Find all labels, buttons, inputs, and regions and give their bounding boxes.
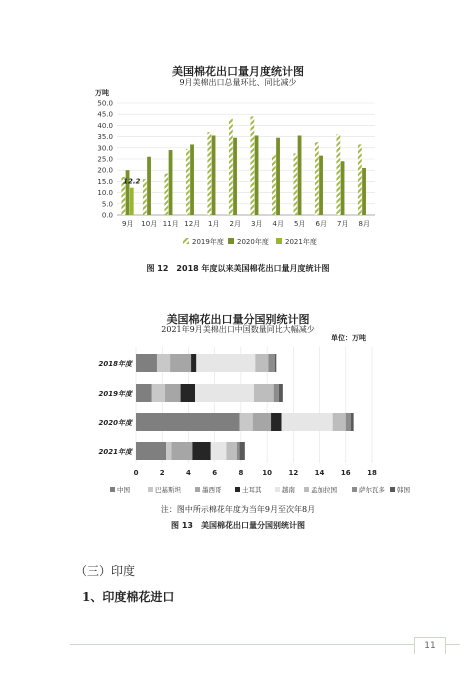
c2-bar-萨尔瓦多 — [237, 442, 240, 460]
chart2-note: 注：图中所示棉花年度为当年9月至次年8月 — [160, 505, 316, 514]
chart1-caption: 图 12 2018 年度以来美国棉花出口量月度统计图 — [146, 264, 330, 273]
c1-xtick-label: 11月 — [162, 220, 179, 228]
c2-bar-巴基斯坦 — [152, 384, 165, 402]
c1-xtick-label: 9月 — [122, 220, 134, 228]
c1-legend-label: 2020年度 — [237, 238, 269, 246]
c2-xtick-label: 10 — [262, 469, 272, 477]
c2-legend-swatch — [352, 487, 357, 492]
c2-bar-墨西哥 — [253, 413, 271, 431]
section-heading: （三）印度 — [75, 564, 136, 578]
c2-bar-巴基斯坦 — [157, 354, 170, 372]
c2-xtick-label: 2 — [159, 469, 165, 477]
c1-ytick-label: 10.0 — [97, 189, 113, 198]
c2-xtick-label: 18 — [367, 469, 377, 477]
c2-bar-韩国 — [351, 413, 354, 431]
c2-legend-swatch — [275, 487, 280, 492]
c1-xtick-label: 10月 — [141, 220, 158, 228]
c2-bar-土耳其 — [191, 354, 196, 372]
c1-legend-label: 2021年度 — [285, 238, 317, 246]
c2-bar-巴基斯坦 — [240, 413, 253, 431]
c1-xtick-label: 2月 — [229, 220, 241, 228]
c1-ytick-label: 45.0 — [97, 110, 113, 119]
c2-bar-土耳其 — [181, 384, 195, 402]
c2-bar-韩国 — [279, 384, 283, 402]
page-number: 11 — [414, 637, 446, 654]
chart1-title: 美国棉花出口量月度统计图 — [172, 65, 304, 78]
c2-xtick-label: 6 — [212, 469, 218, 477]
c2-bar-萨尔瓦多 — [346, 413, 351, 431]
c1-xtick-label: 4月 — [272, 220, 284, 228]
c1-ytick-label: 25.0 — [97, 155, 113, 164]
c2-bar-韩国 — [275, 354, 276, 372]
c2-legend-label: 巴基斯坦 — [155, 486, 181, 494]
c2-bar-萨尔瓦多 — [268, 354, 275, 372]
c1-ytick-label: 35.0 — [97, 133, 113, 142]
c2-bar-墨西哥 — [170, 354, 191, 372]
c2-bar-孟加拉国 — [254, 384, 274, 402]
c2-bar-越南 — [211, 442, 227, 460]
c1-ytick-label: 40.0 — [97, 121, 113, 130]
c1-ytick-label: 30.0 — [97, 144, 113, 153]
c2-xtick-label: 16 — [340, 469, 351, 477]
c1-ytick-label: 5.0 — [101, 200, 113, 209]
chart2-subtitle: 2021年9月美棉出口中国数量同比大幅减少 — [161, 325, 315, 334]
c1-ytick-label: 0.0 — [101, 211, 113, 220]
c2-category-label: 2021年度 — [98, 448, 132, 456]
c2-bar-越南 — [195, 384, 254, 402]
c2-legend-label: 孟加拉国 — [311, 486, 337, 494]
c1-ytick-label: 15.0 — [97, 177, 113, 186]
c2-bar-萨尔瓦多 — [274, 384, 279, 402]
chart1-subtitle: 9月美棉出口总量环比、同比减少 — [179, 78, 297, 87]
c2-legend-swatch — [390, 487, 395, 492]
chart2-title: 美国棉花出口量分国别统计图 — [166, 313, 310, 326]
c2-legend-label: 土耳其 — [242, 486, 262, 494]
c2-legend-label: 韩国 — [397, 486, 410, 494]
c2-bar-中国 — [136, 413, 240, 431]
c1-xtick-label: 3月 — [251, 220, 263, 228]
c1-xtick-label: 8月 — [358, 220, 370, 228]
footer-divider — [70, 644, 460, 645]
c2-legend-swatch — [195, 487, 200, 492]
c2-bar-孟加拉国 — [255, 354, 268, 372]
chart2-unit: 单位：万吨 — [331, 334, 366, 342]
c2-bar-越南 — [196, 354, 255, 372]
c2-legend-swatch — [235, 487, 240, 492]
c2-bar-中国 — [136, 442, 166, 460]
chart1-unit: 万吨 — [95, 89, 109, 97]
c2-xtick-label: 14 — [314, 469, 325, 477]
c1-legend-label: 2019年度 — [192, 238, 224, 246]
c1-xtick-label: 12月 — [184, 220, 201, 228]
c2-bar-墨西哥 — [165, 384, 181, 402]
c2-category-label: 2020年度 — [98, 419, 132, 427]
c2-bar-墨西哥 — [171, 442, 192, 460]
subsection-heading: 1、印度棉花进口 — [82, 590, 175, 604]
c2-category-label: 2018年度 — [98, 360, 132, 368]
c2-bar-巴基斯坦 — [166, 442, 171, 460]
c1-xtick-label: 6月 — [315, 220, 327, 228]
c2-legend-label: 中国 — [117, 486, 130, 494]
c1-ytick-label: 50.0 — [97, 99, 113, 108]
c2-legend-label: 越南 — [282, 486, 295, 494]
c2-bar-韩国 — [240, 442, 245, 460]
c1-xtick-label: 1月 — [208, 220, 220, 228]
c2-legend-swatch — [304, 487, 309, 492]
c2-bar-土耳其 — [192, 442, 210, 460]
c2-legend-label: 墨西哥 — [202, 486, 222, 494]
c2-bar-孟加拉国 — [333, 413, 346, 431]
c2-bar-土耳其 — [271, 413, 281, 431]
c1-xtick-label: 7月 — [337, 220, 349, 228]
c2-category-label: 2019年度 — [98, 390, 132, 398]
c1-ytick-label: 20.0 — [97, 166, 113, 175]
c2-legend-label: 萨尔瓦多 — [359, 486, 385, 494]
c2-xtick-label: 8 — [238, 469, 244, 477]
c1-xtick-label: 5月 — [294, 220, 306, 228]
c2-legend-swatch — [110, 487, 115, 492]
chart2-caption: 图 13 美国棉花出口量分国别统计图 — [171, 521, 305, 530]
c2-xtick-label: 12 — [288, 469, 299, 477]
c2-xtick-label: 0 — [133, 469, 139, 477]
c2-bar-越南 — [282, 413, 333, 431]
c2-bar-中国 — [136, 384, 152, 402]
c2-xtick-label: 4 — [186, 469, 191, 477]
c2-legend-swatch — [148, 487, 153, 492]
c1-data-label: 12.2 — [123, 177, 141, 186]
c2-bar-中国 — [136, 354, 157, 372]
c2-bar-孟加拉国 — [226, 442, 236, 460]
